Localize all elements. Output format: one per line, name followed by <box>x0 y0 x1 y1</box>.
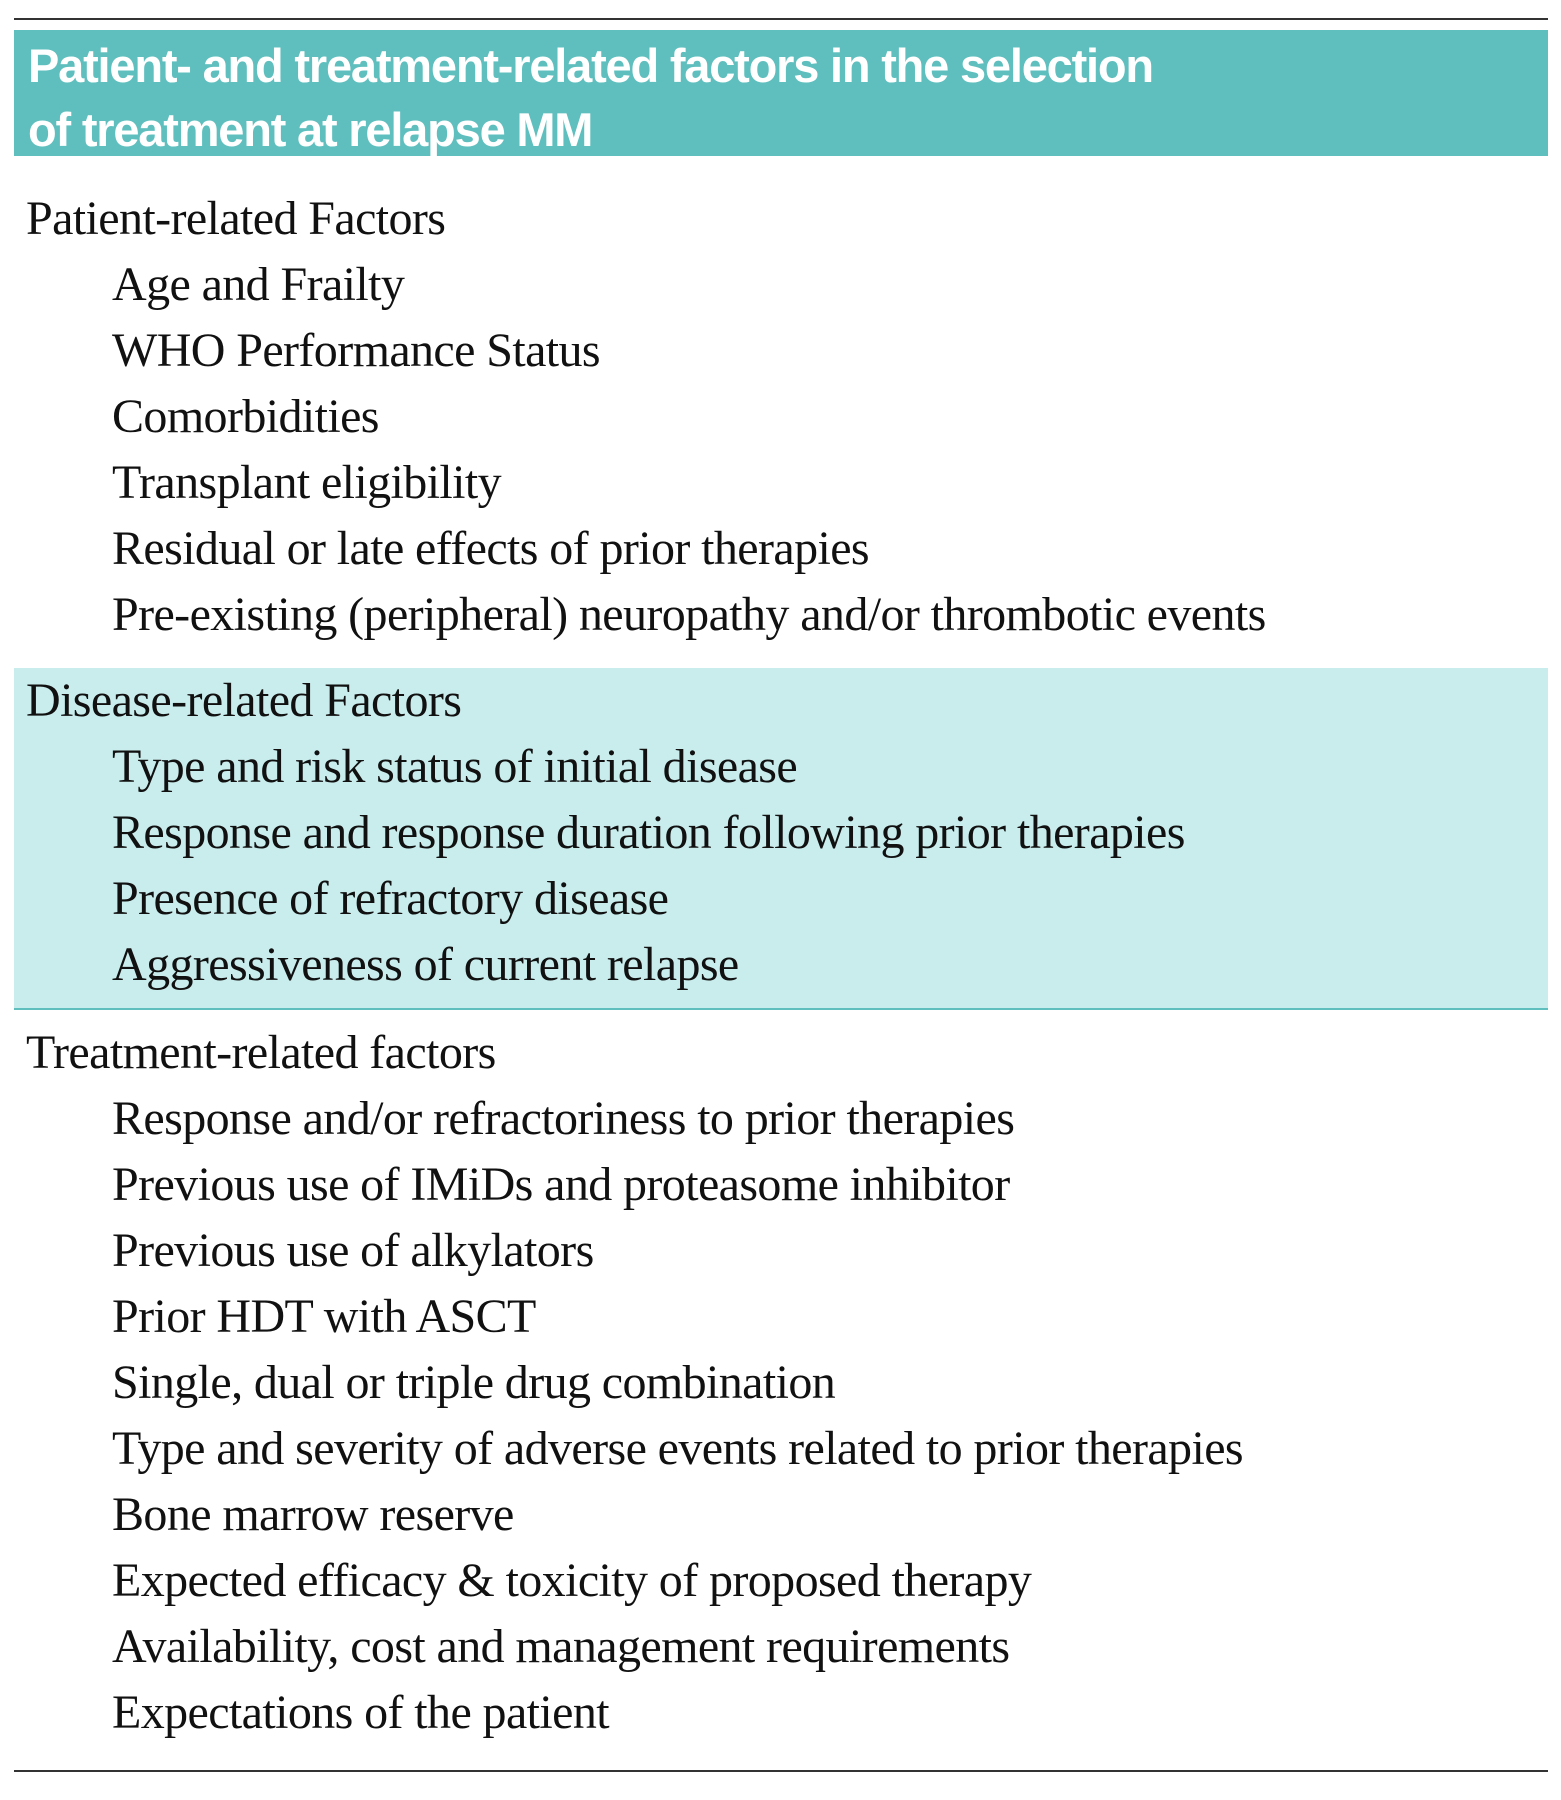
section-disease-related <box>14 668 1548 1010</box>
table-title-line-2: of treatment at relapse MM <box>28 103 593 156</box>
factors-table <box>14 18 1548 1772</box>
bottom-rule <box>14 1770 1548 1772</box>
list-item: Aggressiveness of current relapse <box>112 938 739 991</box>
list-item: Expectations of the patient <box>112 1686 609 1739</box>
list-item: Response and response duration following prior therapies <box>112 806 1185 859</box>
list-item: WHO Performance Status <box>112 324 600 377</box>
top-rule <box>14 18 1548 20</box>
section-treatment-related <box>14 1010 1548 1756</box>
table-title-line-1: Patient- and treatment-related factors in the selection <box>28 39 1153 92</box>
list-item: Residual or late effects of prior therapies <box>112 522 870 575</box>
list-item: Response and/or refractoriness to prior therapies <box>112 1092 1015 1145</box>
list-item: Availability, cost and management requirements <box>112 1620 1010 1673</box>
list-item: Bone marrow reserve <box>112 1488 514 1541</box>
section-heading: Disease-related Factors <box>26 674 462 727</box>
list-item: Expected efficacy & toxicity of proposed therapy <box>112 1554 1032 1607</box>
list-item: Comorbidities <box>112 390 379 443</box>
section-heading: Treatment-related factors <box>26 1026 496 1079</box>
list-item: Type and risk status of initial disease <box>112 740 798 793</box>
list-item: Age and Frailty <box>112 258 405 311</box>
section-patient-related <box>14 156 1548 668</box>
list-item: Previous use of alkylators <box>112 1224 594 1277</box>
list-item: Prior HDT with ASCT <box>112 1290 536 1343</box>
section-heading: Patient-related Factors <box>26 192 446 245</box>
table-title <box>14 30 1548 156</box>
list-item: Single, dual or triple drug combination <box>112 1356 836 1409</box>
list-item: Pre-existing (peripheral) neuropathy and/or thrombotic events <box>112 588 1266 641</box>
list-item: Type and severity of adverse events related to prior therapies <box>112 1422 1243 1475</box>
list-item: Previous use of IMiDs and proteasome inhibitor <box>112 1158 1010 1211</box>
list-item: Presence of refractory disease <box>112 872 669 925</box>
list-item: Transplant eligibility <box>112 456 502 509</box>
